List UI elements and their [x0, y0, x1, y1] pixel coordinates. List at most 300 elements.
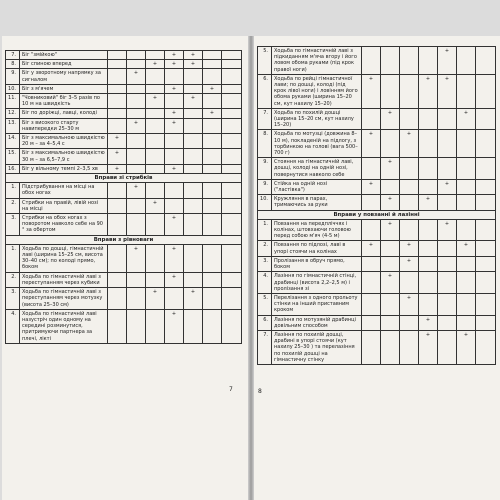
row-number: 16.	[6, 164, 20, 173]
mark-cell	[146, 134, 165, 149]
table-row	[6, 118, 242, 133]
row-number: 3.	[6, 288, 20, 310]
table-row	[258, 195, 496, 210]
mark-cell: +	[419, 330, 438, 364]
exercise-name: Біг у вільному темпі 2–3,5 хв	[20, 164, 108, 173]
mark-cell	[400, 158, 419, 180]
mark-cell	[108, 60, 127, 69]
mark-cell	[476, 195, 496, 210]
page-number: 8	[258, 388, 262, 395]
mark-cell: +	[127, 118, 146, 133]
mark-cell	[203, 94, 222, 109]
table-row	[6, 109, 242, 118]
mark-cell	[222, 149, 242, 164]
mark-cell	[400, 195, 419, 210]
mark-cell: +	[146, 198, 165, 213]
mark-cell	[476, 256, 496, 271]
mark-cell	[184, 183, 203, 198]
mark-cell	[362, 315, 381, 330]
mark-cell	[184, 272, 203, 287]
mark-cell	[222, 214, 242, 236]
table-row	[6, 149, 242, 164]
mark-cell	[184, 214, 203, 236]
mark-cell	[184, 134, 203, 149]
exercise-name: Біг у зворотному напрямку за сигналом	[20, 69, 108, 84]
mark-cell	[184, 109, 203, 118]
mark-cell	[438, 330, 457, 364]
mark-cell: +	[127, 69, 146, 84]
mark-cell	[400, 315, 419, 330]
mark-cell	[457, 272, 476, 294]
mark-cell	[146, 118, 165, 133]
mark-cell	[146, 149, 165, 164]
mark-cell	[146, 69, 165, 84]
mark-cell: +	[203, 84, 222, 93]
mark-cell	[362, 256, 381, 271]
mark-cell	[222, 60, 242, 69]
exercise-name: Підстрибування на місці на обох ногах	[20, 183, 108, 198]
mark-cell	[438, 256, 457, 271]
mark-cell: +	[362, 241, 381, 256]
mark-cell	[438, 108, 457, 130]
mark-cell	[457, 219, 476, 241]
exercise-name: Пролізання в обруч прямо, боком	[272, 256, 362, 271]
row-number: 14.	[6, 134, 20, 149]
mark-cell	[381, 130, 400, 158]
mark-cell	[419, 179, 438, 194]
mark-cell: +	[165, 244, 184, 272]
table-row	[258, 130, 496, 158]
mark-cell	[476, 130, 496, 158]
row-number: 11.	[6, 94, 20, 109]
mark-cell	[108, 309, 127, 343]
mark-cell	[438, 130, 457, 158]
mark-cell	[165, 198, 184, 213]
section-header-row	[6, 235, 242, 244]
mark-cell	[108, 118, 127, 133]
mark-cell	[419, 241, 438, 256]
mark-cell	[457, 74, 476, 108]
mark-cell: +	[146, 60, 165, 69]
mark-cell	[362, 108, 381, 130]
mark-cell	[457, 195, 476, 210]
exercise-name: Лазіння по похилій дошці, драбині в упорі стоячи (кут нахилу 25–30 ) та перелазіння по похилій дошці на гімнастичну стінку	[272, 330, 362, 364]
mark-cell	[222, 84, 242, 93]
mark-cell: +	[165, 272, 184, 287]
mark-cell: +	[419, 74, 438, 108]
mark-cell: +	[127, 244, 146, 272]
mark-cell	[476, 330, 496, 364]
mark-cell	[165, 288, 184, 310]
mark-cell	[108, 94, 127, 109]
mark-cell	[476, 47, 496, 75]
mark-cell	[438, 195, 457, 210]
mark-cell	[222, 164, 242, 173]
exercise-name: Ходьба по гімнастичній лаві з переступанням через кубики	[20, 272, 108, 287]
mark-cell: +	[438, 47, 457, 75]
table-row	[6, 164, 242, 173]
mark-cell	[457, 47, 476, 75]
mark-cell	[457, 315, 476, 330]
mark-cell	[184, 149, 203, 164]
section-title: Вправи з рівноваги	[6, 235, 242, 244]
row-number: 4.	[6, 309, 20, 343]
mark-cell	[400, 108, 419, 130]
exercise-name: Стрибки на правій, лівій нозі на місці	[20, 198, 108, 213]
mark-cell	[146, 84, 165, 93]
mark-cell	[381, 241, 400, 256]
mark-cell	[127, 94, 146, 109]
mark-cell: +	[457, 241, 476, 256]
mark-cell	[203, 198, 222, 213]
row-number: 1.	[6, 244, 20, 272]
mark-cell	[146, 272, 165, 287]
exercise-name: Біг з м'ячем	[20, 84, 108, 93]
mark-cell	[457, 179, 476, 194]
mark-cell: +	[203, 109, 222, 118]
mark-cell: +	[419, 195, 438, 210]
mark-cell: +	[108, 164, 127, 173]
mark-cell	[457, 130, 476, 158]
exercise-name: Ходьба по рейці гімнастичної лави; по дошці, колоді (під крок лівої ноги) і ловінням його обома руками (ширина 15–20 см, кут нахилу 15–20)	[272, 74, 362, 108]
row-number: 2.	[6, 198, 20, 213]
section-title: Вправи зі стрибків	[6, 174, 242, 183]
mark-cell: +	[381, 158, 400, 180]
mark-cell	[400, 272, 419, 294]
mark-cell	[165, 149, 184, 164]
row-number: 9.	[6, 69, 20, 84]
mark-cell	[127, 288, 146, 310]
mark-cell	[165, 69, 184, 84]
mark-cell	[362, 330, 381, 364]
exercise-name: Ходьба по мотузці (довжина 8–10 м), покладеній на підлогу, з торбинкою на голові (вага 500–700 г)	[272, 130, 362, 158]
row-number: 3.	[258, 256, 272, 271]
section-title: Вправи у повзанні й лазінні	[258, 210, 496, 219]
row-number: 2.	[258, 241, 272, 256]
exercise-name: Біг "змійкою"	[20, 51, 108, 60]
exercise-name: Перелізання з одного прольоту стінки на інший приставним кроком	[272, 293, 362, 315]
mark-cell	[184, 309, 203, 343]
table-row	[6, 84, 242, 93]
row-number: 7.	[6, 51, 20, 60]
mark-cell	[127, 198, 146, 213]
mark-cell	[203, 214, 222, 236]
mark-cell	[419, 108, 438, 130]
row-number: 6.	[258, 315, 272, 330]
mark-cell	[222, 69, 242, 84]
mark-cell	[476, 241, 496, 256]
mark-cell	[146, 51, 165, 60]
exercise-name: Біг з високого старту навипередки 25–30 м	[20, 118, 108, 133]
exercise-name: Стійка на одній нозі ("ластівка")	[272, 179, 362, 194]
mark-cell	[108, 288, 127, 310]
table-row	[6, 183, 242, 198]
table-row	[6, 309, 242, 343]
mark-cell	[108, 183, 127, 198]
row-number: 5.	[258, 293, 272, 315]
exercise-name: Стрибки на обох ногах з поворотом навколо себе на 90 ° за обертом	[20, 214, 108, 236]
mark-cell	[419, 293, 438, 315]
table-row	[258, 179, 496, 194]
mark-cell	[381, 256, 400, 271]
mark-cell	[381, 47, 400, 75]
mark-cell	[438, 315, 457, 330]
mark-cell	[127, 84, 146, 93]
mark-cell: +	[165, 109, 184, 118]
mark-cell: +	[457, 108, 476, 130]
mark-cell	[127, 51, 146, 60]
mark-cell	[362, 47, 381, 75]
mark-cell	[203, 149, 222, 164]
mark-cell: +	[184, 94, 203, 109]
mark-cell	[362, 293, 381, 315]
page-number: 7	[229, 386, 233, 393]
mark-cell	[362, 158, 381, 180]
mark-cell	[146, 309, 165, 343]
mark-cell	[146, 164, 165, 173]
mark-cell	[476, 219, 496, 241]
exercise-name: Ходьба по гімнастичній лаві з підкиданням м'яча вгору і його ловом обома руками (під крок правої ноги)	[272, 47, 362, 75]
mark-cell: +	[146, 288, 165, 310]
mark-cell	[438, 293, 457, 315]
mark-cell: +	[165, 164, 184, 173]
mark-cell	[127, 60, 146, 69]
exercise-name: Біг з максимальною швидкістю 20 м – за 4–5,4 с	[20, 134, 108, 149]
exercise-name: Ходьба по гімнастичній лаві назустріч один одному на середині розминутися, притримуючи партнера за плечі, лікті	[20, 309, 108, 343]
table-row	[258, 158, 496, 180]
mark-cell	[400, 219, 419, 241]
table-row	[258, 330, 496, 364]
mark-cell	[165, 94, 184, 109]
mark-cell: +	[400, 241, 419, 256]
mark-cell: +	[362, 179, 381, 194]
table-row	[6, 288, 242, 310]
mark-cell: +	[438, 74, 457, 108]
mark-cell: +	[127, 183, 146, 198]
mark-cell	[222, 198, 242, 213]
mark-cell	[438, 241, 457, 256]
mark-cell	[184, 164, 203, 173]
mark-cell	[476, 272, 496, 294]
exercise-name: Біг спиною вперед	[20, 60, 108, 69]
exercise-name: Ходьба по похилій дошці (ширина 15–20 см, кут нахилу 15–20)	[272, 108, 362, 130]
mark-cell: +	[400, 293, 419, 315]
table-row	[258, 47, 496, 75]
mark-cell	[222, 288, 242, 310]
mark-cell: +	[165, 51, 184, 60]
table-row	[6, 69, 242, 84]
mark-cell	[476, 179, 496, 194]
table-row	[6, 134, 242, 149]
exercise-name: Лазіння по мотузяній драбинці довільним способом	[272, 315, 362, 330]
mark-cell	[203, 118, 222, 133]
mark-cell	[419, 256, 438, 271]
mark-cell	[203, 51, 222, 60]
mark-cell	[184, 84, 203, 93]
mark-cell	[108, 272, 127, 287]
mark-cell	[400, 47, 419, 75]
section-header-row	[6, 174, 242, 183]
mark-cell	[381, 330, 400, 364]
mark-cell	[127, 214, 146, 236]
exercise-name: Ходьба по гімнастичній лаві з переступанням через мотузку (висота 25–30 см)	[20, 288, 108, 310]
mark-cell	[222, 51, 242, 60]
mark-cell	[400, 179, 419, 194]
table-row	[258, 315, 496, 330]
mark-cell	[457, 158, 476, 180]
exercise-name: "Човниковий" біг 3–5 разів по 10 м на швидкість	[20, 94, 108, 109]
mark-cell	[222, 244, 242, 272]
mark-cell: +	[362, 130, 381, 158]
mark-cell	[203, 69, 222, 84]
exercise-name: Ходьба по дошці, гімнастичній лаві (ширина 15–25 см, висота 30–40 см); по колоді прямо, боком	[20, 244, 108, 272]
mark-cell: +	[184, 60, 203, 69]
mark-cell	[127, 272, 146, 287]
mark-cell	[146, 214, 165, 236]
table-row	[258, 241, 496, 256]
mark-cell	[381, 179, 400, 194]
mark-cell: +	[419, 315, 438, 330]
exercise-name: Стояння на гімнастичній лаві, дошці, колоді на одній нозі, повернутися навколо себе	[272, 158, 362, 180]
mark-cell	[127, 149, 146, 164]
mark-cell	[108, 214, 127, 236]
mark-cell: +	[457, 330, 476, 364]
mark-cell	[222, 109, 242, 118]
mark-cell	[438, 158, 457, 180]
row-number: 8.	[6, 60, 20, 69]
mark-cell: +	[362, 74, 381, 108]
mark-cell	[203, 164, 222, 173]
mark-cell	[419, 130, 438, 158]
exercise-name: Повзання по підлозі, лаві в упорі стоячи на колінах	[272, 241, 362, 256]
row-number: 13.	[6, 118, 20, 133]
mark-cell	[476, 293, 496, 315]
mark-cell	[362, 219, 381, 241]
table-row	[6, 60, 242, 69]
row-number: 3.	[6, 214, 20, 236]
mark-cell	[146, 109, 165, 118]
mark-cell	[108, 84, 127, 93]
exercise-name: Біг з максимальною швидкістю 30 м – за 6,5–7,9 с	[20, 149, 108, 164]
mark-cell: +	[146, 94, 165, 109]
mark-cell	[203, 183, 222, 198]
mark-cell: +	[108, 149, 127, 164]
mark-cell	[146, 183, 165, 198]
book-spine	[248, 36, 254, 500]
mark-cell	[108, 51, 127, 60]
row-number: 1.	[6, 183, 20, 198]
mark-cell	[165, 183, 184, 198]
mark-cell: +	[381, 219, 400, 241]
mark-cell	[222, 309, 242, 343]
mark-cell	[127, 134, 146, 149]
mark-cell	[108, 198, 127, 213]
mark-cell	[203, 288, 222, 310]
mark-cell: +	[165, 84, 184, 93]
mark-cell	[108, 109, 127, 118]
row-number: 2.	[6, 272, 20, 287]
row-number: 10.	[6, 84, 20, 93]
mark-cell: +	[165, 60, 184, 69]
mark-cell	[127, 309, 146, 343]
table-row	[6, 94, 242, 109]
row-number: 7.	[258, 108, 272, 130]
mark-cell: +	[165, 118, 184, 133]
left-exercise-table	[5, 50, 242, 344]
right-exercise-table	[257, 46, 496, 365]
mark-cell	[222, 118, 242, 133]
mark-cell	[127, 164, 146, 173]
mark-cell: +	[381, 108, 400, 130]
mark-cell	[476, 74, 496, 108]
mark-cell	[400, 74, 419, 108]
exercise-name: Біг по доріжці, лавці, колоді	[20, 109, 108, 118]
mark-cell	[222, 134, 242, 149]
mark-cell	[457, 293, 476, 315]
row-number: 10.	[258, 195, 272, 210]
mark-cell	[184, 198, 203, 213]
row-number: 9.	[258, 179, 272, 194]
table-row	[258, 256, 496, 271]
row-number: 1.	[258, 219, 272, 241]
mark-cell	[457, 256, 476, 271]
mark-cell: +	[438, 219, 457, 241]
mark-cell: +	[438, 179, 457, 194]
exercise-name: Лазіння по гімнастичній стінці, драбинці (висота 2,2–2,5 м) і пролізання зі	[272, 272, 362, 294]
mark-cell	[476, 108, 496, 130]
mark-cell	[108, 69, 127, 84]
row-number: 15.	[6, 149, 20, 164]
mark-cell	[381, 315, 400, 330]
mark-cell	[203, 272, 222, 287]
mark-cell: +	[400, 130, 419, 158]
row-number: 12.	[6, 109, 20, 118]
mark-cell	[419, 47, 438, 75]
mark-cell	[184, 69, 203, 84]
mark-cell: +	[381, 195, 400, 210]
mark-cell	[127, 109, 146, 118]
mark-cell: +	[165, 214, 184, 236]
table-row	[6, 214, 242, 236]
row-number: 8.	[258, 130, 272, 158]
row-number: 7.	[258, 330, 272, 364]
mark-cell: +	[381, 272, 400, 294]
mark-cell	[381, 293, 400, 315]
mark-cell	[146, 244, 165, 272]
section-header-row	[258, 210, 496, 219]
mark-cell	[203, 60, 222, 69]
mark-cell	[419, 158, 438, 180]
mark-cell	[362, 195, 381, 210]
table-row	[258, 272, 496, 294]
mark-cell: +	[184, 51, 203, 60]
table-row	[258, 293, 496, 315]
table-row	[6, 244, 242, 272]
mark-cell	[419, 272, 438, 294]
mark-cell	[108, 244, 127, 272]
table-row	[258, 108, 496, 130]
exercise-name: Кружляння в парах, тримаючись за руки	[272, 195, 362, 210]
mark-cell	[184, 244, 203, 272]
mark-cell	[400, 330, 419, 364]
exercise-name: Повзання на передпліччях і колінах, штовхаючи головою перед собою м'яч (4-5 м)	[272, 219, 362, 241]
mark-cell	[203, 244, 222, 272]
mark-cell	[381, 74, 400, 108]
mark-cell	[165, 134, 184, 149]
mark-cell	[222, 94, 242, 109]
mark-cell	[362, 272, 381, 294]
mark-cell	[438, 272, 457, 294]
